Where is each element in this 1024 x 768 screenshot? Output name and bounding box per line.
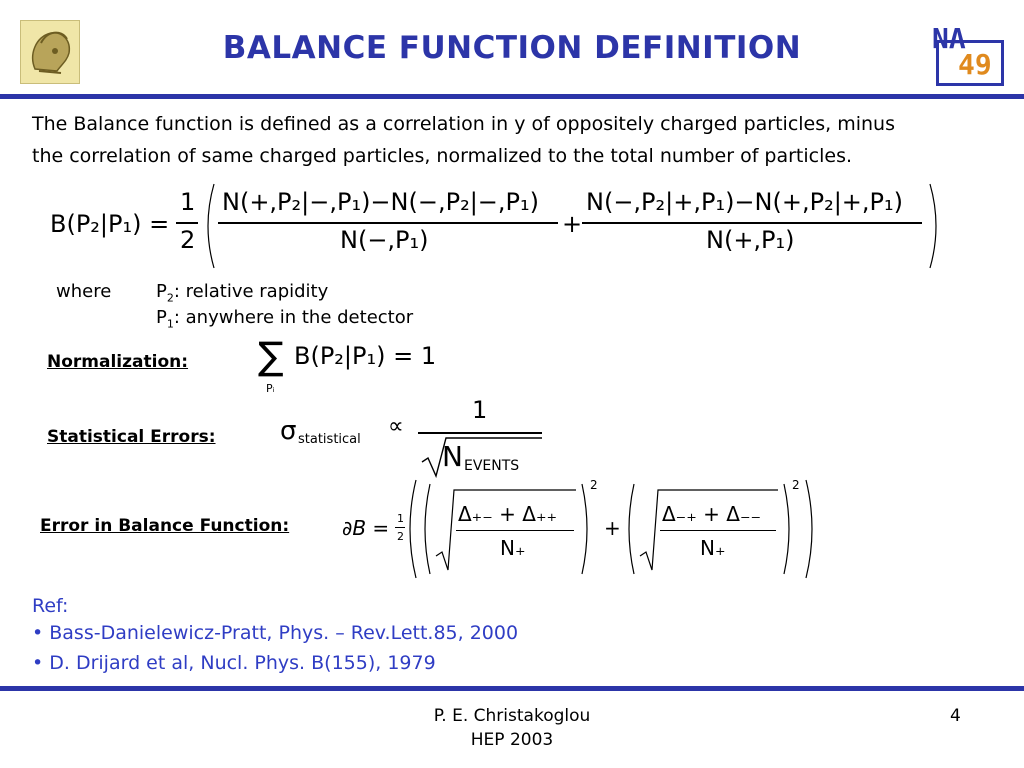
stat-errors-label: Statistical Errors:: [47, 427, 216, 447]
eq-term1-num: N(+,P₂|−,P₁)−N(−,P₂|−,P₁): [222, 188, 539, 216]
normalization-expr: B(P₂|P₁) = 1: [294, 342, 437, 370]
proportional-symbol: ∝: [388, 414, 404, 439]
where-p1-desc: : anywhere in the detector: [173, 307, 414, 328]
intro-line-2: the correlation of same charged particles, normalized to the total number of particles.: [32, 145, 853, 167]
eq-half-line: [176, 222, 198, 224]
be-half-num: 1: [397, 512, 404, 525]
be-t1-den: N₊: [500, 536, 526, 560]
be-power-1: 2: [590, 478, 598, 492]
eq-half-num: 1: [180, 188, 196, 216]
eq-term2-line: [582, 222, 922, 224]
where-p2-name: P: [156, 281, 167, 302]
eq-term2-num: N(−,P₂|+,P₁)−N(+,P₂|+,P₁): [586, 188, 903, 216]
intro-text: [32, 108, 1002, 172]
be-power-2: 2: [792, 478, 800, 492]
where-label: where: [56, 281, 112, 302]
be-t1-line: [456, 530, 574, 531]
be-t2-line: [660, 530, 776, 531]
footer-author: P. E. Christakoglou: [433, 706, 591, 726]
page-number: 4: [950, 706, 961, 726]
balance-equation: [50, 180, 950, 272]
be-plus: +: [604, 516, 621, 540]
where-p2-desc: : relative rapidity: [173, 281, 329, 302]
delta-b: ∂B =: [342, 516, 390, 540]
intro-line-1: The Balance function is defined as a correlation in y of oppositely charged particles, minus: [32, 113, 895, 135]
eq-lhs: B(P₂|P₁) =: [50, 210, 170, 238]
stat-num: 1: [472, 396, 488, 424]
be-t2-num: Δ₋₊ + Δ₋₋: [662, 502, 762, 526]
where-p1: [156, 307, 413, 331]
eq-term1-den: N(−,P₁): [340, 226, 429, 254]
eq-term2-den: N(+,P₁): [706, 226, 795, 254]
top-rule: [0, 94, 1024, 99]
bottom-rule: [0, 686, 1024, 691]
sum-symbol: ∑: [258, 334, 284, 378]
stat-den-sub: EVENTS: [464, 458, 520, 474]
be-t1-num: Δ₊₋ + Δ₊₊: [458, 502, 558, 526]
where-p1-sub: 1: [166, 317, 174, 331]
sum-subscript: Pᵢ: [266, 382, 275, 395]
na49-logo-number: 49: [958, 48, 992, 81]
eq-plus: +: [562, 210, 583, 238]
where-p2-sub: 2: [166, 291, 174, 305]
ref-heading: Ref:: [32, 595, 69, 617]
sigma-symbol: σ: [280, 416, 297, 446]
be-half-line: [395, 527, 405, 528]
na49-logo-text: NA: [932, 22, 966, 55]
na49-logo: [932, 22, 1002, 84]
balance-error-underline-gap: [328, 520, 329, 521]
page-title: BALANCE FUNCTION DEFINITION: [222, 30, 802, 66]
where-p2: [156, 281, 328, 305]
stat-den: N: [442, 440, 463, 473]
eq-half-den: 2: [180, 226, 196, 254]
balance-error-label: Error in Balance Function:: [40, 516, 290, 536]
sigma-subscript: statistical: [298, 432, 361, 447]
normalization-label: Normalization:: [47, 352, 189, 372]
where-p1-name: P: [156, 307, 167, 328]
footer-event: HEP 2003: [470, 730, 554, 750]
ref-item-1: • Bass-Danielewicz-Pratt, Phys. – Rev.Lett.85, 2000: [32, 622, 519, 644]
be-t2-den: N₊: [700, 536, 726, 560]
be-half-den: 2: [397, 530, 404, 543]
eq-term1-line: [218, 222, 558, 224]
ref-item-2: • D. Drijard et al, Nucl. Phys. B(155), 1979: [32, 652, 436, 674]
